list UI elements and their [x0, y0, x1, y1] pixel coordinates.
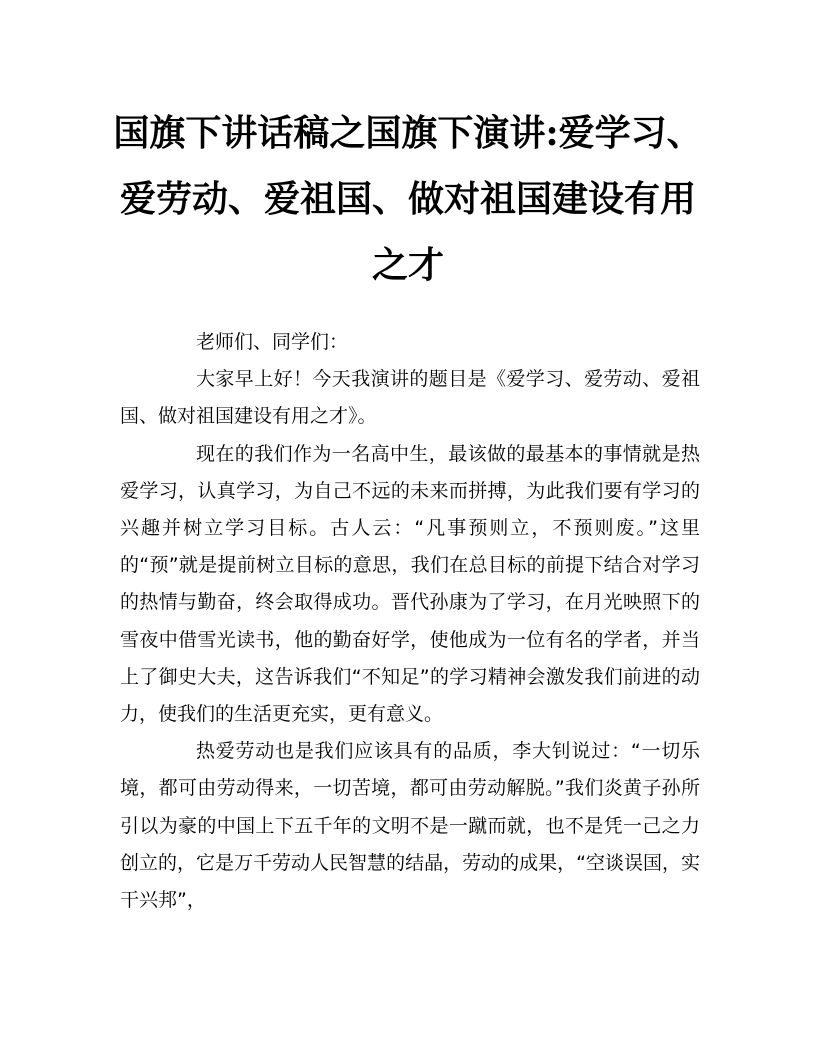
paragraph-study: 现在的我们作为一名高中生，最该做的最基本的事情就是热爱学习，认真学习，为自己不远的未来而拼搏，为此我们要有学习的兴趣并树立学习目标。古人云：“凡事预则立，不预则废。”这里的“预”就是提前树立目标的意思，我们在总目标的前提下结合对学习的热情与勤奋，终会取得成功。晋代孙康为了学习，在月光映照下的雪夜中借雪光读书，他的勤奋好学，使他成为一位有名的学者，并当上了御史大夫，这告诉我们“不知足”的学习精神会激发我们前进的动力，使我们的生活更充实，更有意义。: [120, 442, 700, 726]
document-title: 国旗下讲话稿之国旗下演讲:爱学习、爱劳动、爱祖国、做对祖国建设有用之才: [113, 112, 703, 286]
document-body: [120, 324, 700, 919]
paragraph-intro: 大家早上好！今天我演讲的题目是《爱学习、爱劳动、爱祖国、做对祖国建设有用之才》。: [120, 368, 700, 428]
paragraph-greeting: 老师们、同学们：: [196, 331, 349, 353]
paragraph-labor: 热爱劳动也是我们应该具有的品质，李大钊说过：“一切乐境，都可由劳动得来，一切苦境，都可由劳动解脱。”我们炎黄子孙所引以为豪的中国上下五千年的文明不是一蹴而就，也不是凭一己之力创立的，它是万千劳动人民智慧的结晶，劳动的成果，“空谈误国，实干兴邦”，: [120, 740, 700, 912]
